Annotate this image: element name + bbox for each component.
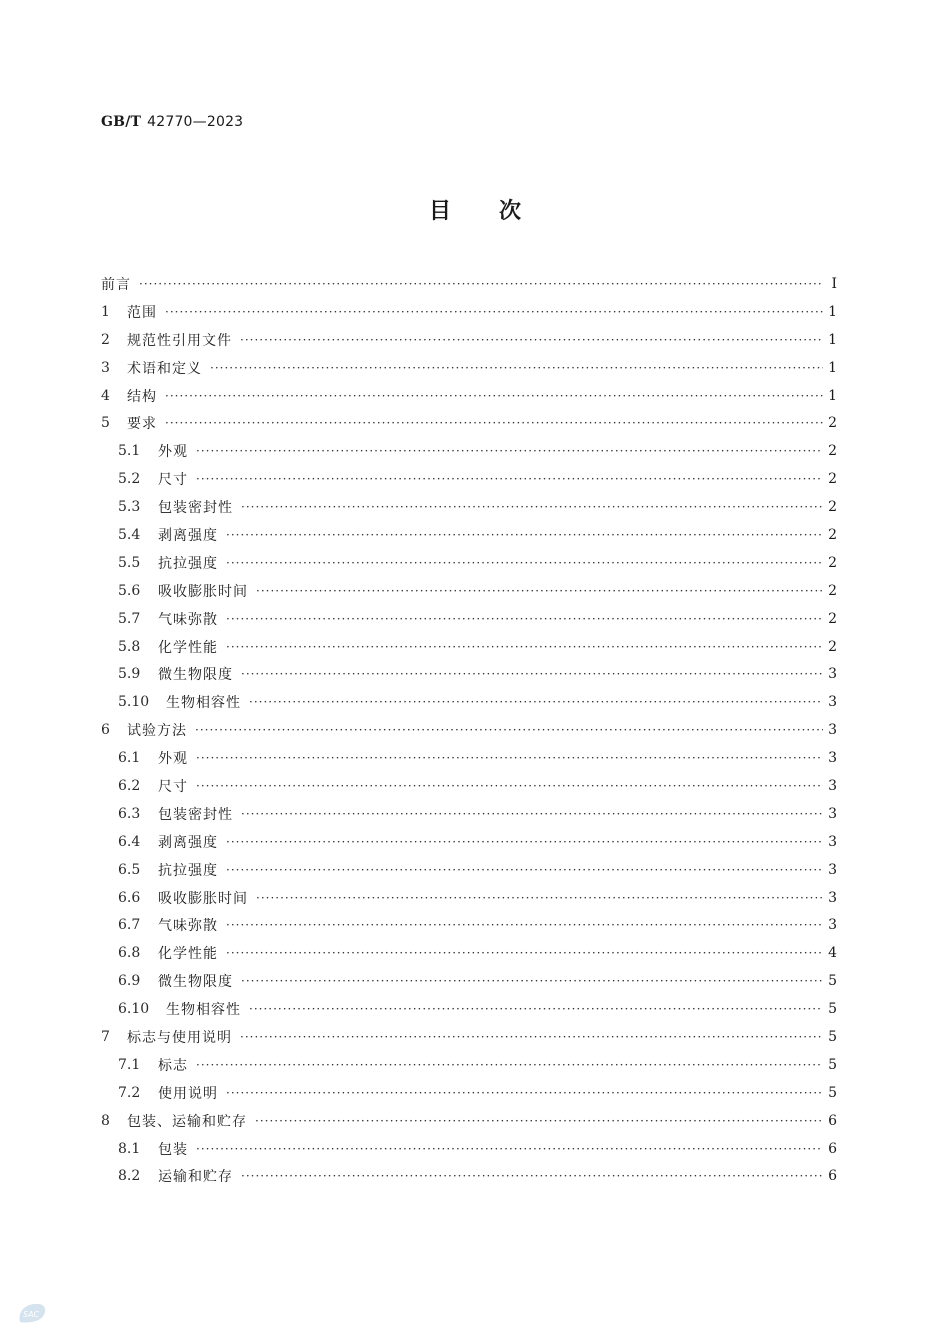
toc-entry-label: 前言 <box>101 276 131 293</box>
toc-entry-label: 结构 <box>127 388 157 405</box>
toc-entry-page: 3 <box>828 694 837 711</box>
toc-leader-dots <box>210 362 823 374</box>
toc-entry[interactable] <box>101 270 837 298</box>
standard-number-value: 42770—2023 <box>147 114 244 130</box>
toc-leader-dots <box>165 306 823 318</box>
toc-entry-page: 5 <box>828 1084 837 1101</box>
toc-entry-label: 抗拉强度 <box>158 862 218 879</box>
toc-entry-page: 2 <box>828 582 837 599</box>
toc-entry[interactable] <box>101 1107 837 1135</box>
toc-leader-dots <box>196 445 823 457</box>
toc-leader-dots <box>241 1170 823 1182</box>
toc-entry-label: 抗拉强度 <box>158 555 218 572</box>
toc-entry[interactable] <box>101 660 837 688</box>
toc-entry-label: 标志与使用说明 <box>127 1029 232 1046</box>
toc-entry-label: 外观 <box>158 444 188 461</box>
toc-leader-dots <box>226 919 823 931</box>
toc-entry[interactable] <box>101 382 837 410</box>
toc-entry-number: 6.6 <box>118 889 141 906</box>
toc-leader-dots <box>195 724 823 736</box>
toc-entry[interactable] <box>101 772 837 800</box>
toc-entry-number: 5.10 <box>118 694 150 711</box>
toc-entry-page: 3 <box>828 805 837 822</box>
toc-entry[interactable] <box>101 800 837 828</box>
toc-entry[interactable] <box>101 967 837 995</box>
toc-entry-label: 范围 <box>127 304 157 321</box>
toc-entry-label: 要求 <box>127 416 157 433</box>
toc-entry-number: 6.8 <box>118 945 141 962</box>
toc-entry-number: 8 <box>101 1112 110 1129</box>
toc-leader-dots <box>256 585 823 597</box>
toc-entry-label: 气味弥散 <box>158 611 218 628</box>
toc-entry-page: 1 <box>828 331 837 348</box>
toc-entry-number: 3 <box>101 359 110 376</box>
toc-entry-page: 3 <box>828 889 837 906</box>
toc-entry-number: 5 <box>101 415 110 432</box>
toc-entry-label: 标志 <box>158 1057 188 1074</box>
toc-entry-number: 2 <box>101 331 110 348</box>
toc-entry-label: 化学性能 <box>158 946 218 963</box>
toc-leader-dots <box>226 1087 823 1099</box>
toc-entry[interactable] <box>101 409 837 437</box>
toc-entry-page: 1 <box>828 303 837 320</box>
toc-entry[interactable] <box>101 1079 837 1107</box>
toc-entry[interactable] <box>101 1135 837 1163</box>
toc-entry-page: 6 <box>828 1140 837 1157</box>
toc-entry-page: 1 <box>828 359 837 376</box>
toc-entry-number: 6.1 <box>118 750 141 767</box>
toc-entry-page: 5 <box>828 973 837 990</box>
toc-entry[interactable] <box>101 549 837 577</box>
toc-entry-page: 2 <box>828 554 837 571</box>
toc-entry-page: 3 <box>828 666 837 683</box>
toc-leader-dots <box>165 390 823 402</box>
toc-entry-label: 包装密封性 <box>158 500 233 517</box>
toc-entry[interactable] <box>101 995 837 1023</box>
toc-leader-dots <box>241 975 823 987</box>
toc-entry-label: 生物相容性 <box>166 695 241 712</box>
toc-entry-page: 3 <box>828 861 837 878</box>
toc-leader-dots <box>196 1059 823 1071</box>
toc-entry[interactable] <box>101 605 837 633</box>
toc-entry-label: 微生物限度 <box>158 667 233 684</box>
toc-entry-label: 尺寸 <box>158 778 188 795</box>
toc-entry-page: 2 <box>828 526 837 543</box>
toc-entry-label: 剥离强度 <box>158 834 218 851</box>
toc-entry[interactable] <box>101 911 837 939</box>
toc-entry-label: 术语和定义 <box>127 360 202 377</box>
toc-leader-dots <box>196 780 823 792</box>
toc-entry[interactable] <box>101 688 837 716</box>
toc-entry-page: 5 <box>828 1028 837 1045</box>
toc-entry-number: 5.2 <box>118 471 141 488</box>
toc-entry-number: 6.3 <box>118 805 141 822</box>
sac-watermark-icon <box>16 1300 48 1326</box>
toc-entry-page: 2 <box>828 415 837 432</box>
toc-leader-dots <box>249 696 823 708</box>
toc-entry-number: 6.5 <box>118 861 141 878</box>
toc-entry-page: 3 <box>828 777 837 794</box>
toc-entry-label: 包装密封性 <box>158 806 233 823</box>
toc-entry[interactable] <box>101 437 837 465</box>
toc-entry[interactable] <box>101 493 837 521</box>
toc-entry-label: 剥离强度 <box>158 527 218 544</box>
toc-leader-dots <box>139 278 823 290</box>
toc-entry-label: 使用说明 <box>158 1085 218 1102</box>
toc-entry-number: 5.4 <box>118 526 141 543</box>
toc-entry-label: 化学性能 <box>158 639 218 656</box>
page-title <box>0 194 950 225</box>
toc-leader-dots <box>255 1115 823 1127</box>
toc-entry-number: 6.2 <box>118 777 141 794</box>
toc-entry[interactable] <box>101 298 837 326</box>
toc-entry-label: 外观 <box>158 751 188 768</box>
toc-entry[interactable] <box>101 326 837 354</box>
toc-entry-number: 5.6 <box>118 582 141 599</box>
toc-entry[interactable] <box>101 354 837 382</box>
toc-entry-page: 4 <box>828 945 837 962</box>
toc-entry-label: 包装、运输和贮存 <box>127 1113 247 1130</box>
toc-leader-dots <box>256 892 823 904</box>
toc-leader-dots <box>226 836 823 848</box>
toc-leader-dots <box>240 1031 823 1043</box>
toc-entry[interactable] <box>101 716 837 744</box>
toc-leader-dots <box>241 808 823 820</box>
toc-leader-dots <box>226 947 823 959</box>
toc-entry-page: 6 <box>828 1112 837 1129</box>
toc-entry[interactable] <box>101 1023 837 1051</box>
page-title-char-1: 目 <box>428 199 451 224</box>
toc-entry-label: 试验方法 <box>127 723 187 740</box>
toc-entry-label: 运输和贮存 <box>158 1169 233 1186</box>
toc-entry[interactable] <box>101 856 837 884</box>
toc-leader-dots <box>249 1003 823 1015</box>
toc-entry[interactable] <box>101 1051 837 1079</box>
toc-entry-page: 2 <box>828 443 837 460</box>
toc-entry-number: 5.3 <box>118 499 141 516</box>
toc-entry[interactable] <box>101 828 837 856</box>
toc-entry-label: 包装 <box>158 1141 188 1158</box>
toc-entry-number: 7 <box>101 1028 110 1045</box>
toc-entry[interactable] <box>101 744 837 772</box>
toc-entry-page: 2 <box>828 638 837 655</box>
toc-leader-dots <box>226 557 823 569</box>
toc-entry-number: 5.8 <box>118 638 141 655</box>
toc-leader-dots <box>196 752 823 764</box>
toc-entry-label: 吸收膨胀时间 <box>158 583 248 600</box>
toc-leader-dots <box>226 529 823 541</box>
toc-entry-number: 6 <box>101 722 110 739</box>
toc-entry-page: 3 <box>828 722 837 739</box>
table-of-contents <box>101 270 837 1190</box>
toc-entry-number: 6.9 <box>118 973 141 990</box>
toc-leader-dots <box>196 1143 823 1155</box>
toc-leader-dots <box>240 334 823 346</box>
standard-number <box>101 114 243 130</box>
toc-entry-number: 5.9 <box>118 666 141 683</box>
toc-entry[interactable] <box>101 1163 837 1191</box>
toc-entry-page: 5 <box>828 1001 837 1018</box>
toc-leader-dots <box>196 473 823 485</box>
toc-entry-label: 微生物限度 <box>158 974 233 991</box>
toc-entry-label: 气味弥散 <box>158 918 218 935</box>
toc-entry-number: 7.2 <box>118 1084 141 1101</box>
toc-entry-page: 5 <box>828 1056 837 1073</box>
toc-entry[interactable] <box>101 465 837 493</box>
toc-entry[interactable] <box>101 577 837 605</box>
toc-entry-number: 6.4 <box>118 833 141 850</box>
toc-entry[interactable] <box>101 884 837 912</box>
toc-entry-page: 2 <box>828 499 837 516</box>
toc-entry-page: Ⅰ <box>831 275 837 292</box>
svg-text:SAC: SAC <box>23 1310 40 1319</box>
toc-entry-page: 1 <box>828 387 837 404</box>
toc-leader-dots <box>165 417 823 429</box>
toc-entry-page: 3 <box>828 917 837 934</box>
toc-entry-page: 2 <box>828 610 837 627</box>
toc-entry-number: 8.2 <box>118 1168 141 1185</box>
toc-entry-page: 3 <box>828 750 837 767</box>
toc-entry-number: 8.1 <box>118 1140 141 1157</box>
toc-entry-label: 规范性引用文件 <box>127 332 232 349</box>
toc-entry[interactable] <box>101 939 837 967</box>
toc-entry[interactable] <box>101 633 837 661</box>
toc-entry-label: 生物相容性 <box>166 1002 241 1019</box>
toc-leader-dots <box>241 501 823 513</box>
toc-entry-page: 3 <box>828 833 837 850</box>
toc-entry[interactable] <box>101 521 837 549</box>
toc-leader-dots <box>226 864 823 876</box>
toc-leader-dots <box>241 668 823 680</box>
toc-entry-number: 4 <box>101 387 110 404</box>
toc-leader-dots <box>226 613 823 625</box>
toc-entry-label: 吸收膨胀时间 <box>158 890 248 907</box>
toc-entry-page: 2 <box>828 471 837 488</box>
toc-entry-number: 6.10 <box>118 1001 150 1018</box>
standard-code: GB/T <box>101 114 142 130</box>
toc-entry-number: 5.5 <box>118 554 141 571</box>
toc-entry-number: 6.7 <box>118 917 141 934</box>
toc-entry-label: 尺寸 <box>158 472 188 489</box>
toc-entry-page: 6 <box>828 1168 837 1185</box>
toc-entry-number: 5.1 <box>118 443 141 460</box>
page-title-char-2: 次 <box>499 199 522 224</box>
toc-entry-number: 1 <box>101 303 110 320</box>
toc-entry-number: 7.1 <box>118 1056 141 1073</box>
toc-entry-number: 5.7 <box>118 610 141 627</box>
toc-leader-dots <box>226 641 823 653</box>
